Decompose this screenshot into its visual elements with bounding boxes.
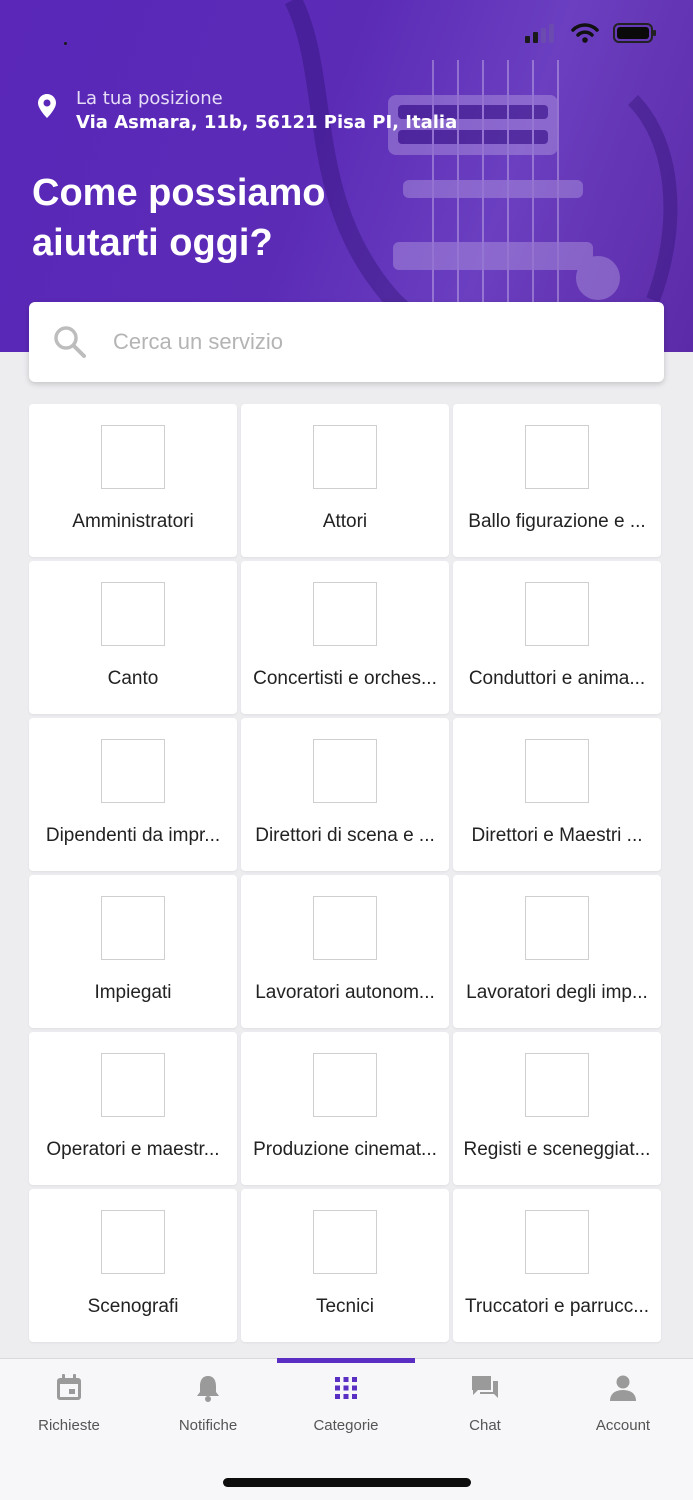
- category-label: Scenografi: [87, 1296, 179, 1317]
- category-card[interactable]: [241, 875, 449, 1028]
- tab-label: Notifiche: [178, 1417, 238, 1434]
- category-card[interactable]: [453, 1189, 661, 1342]
- home-indicator[interactable]: [223, 1478, 471, 1487]
- category-grid: [29, 404, 661, 1342]
- location-label: La tua posizione: [76, 88, 223, 109]
- category-card[interactable]: [453, 875, 661, 1028]
- category-label: Lavoratori autonom...: [255, 982, 435, 1003]
- category-image: [101, 739, 165, 803]
- tab-notifiche[interactable]: [139, 1359, 277, 1459]
- category-label: Truccatori e parrucc...: [464, 1296, 650, 1317]
- category-card[interactable]: [241, 404, 449, 557]
- page-title-line2: aiutarti oggi?: [32, 222, 273, 264]
- location-pin-icon: [38, 94, 56, 118]
- category-label: Attori: [322, 511, 368, 532]
- tab-account[interactable]: [554, 1359, 692, 1459]
- category-image: [525, 739, 589, 803]
- search-icon: [53, 325, 87, 359]
- category-image: [101, 425, 165, 489]
- person-icon: [608, 1373, 638, 1403]
- category-label: Conduttori e anima...: [468, 668, 646, 689]
- category-label: Lavoratori degli imp...: [466, 982, 648, 1003]
- category-card[interactable]: [241, 1032, 449, 1185]
- category-label: Ballo figurazione e ...: [468, 511, 646, 532]
- category-image: [525, 896, 589, 960]
- category-image: [101, 582, 165, 646]
- category-label: Concertisti e orches...: [253, 668, 437, 689]
- category-label: Impiegati: [94, 982, 172, 1003]
- category-label: Operatori e maestr...: [46, 1139, 220, 1160]
- category-image: [101, 1053, 165, 1117]
- battery-icon: [613, 22, 657, 44]
- wifi-icon: [571, 22, 599, 44]
- category-card[interactable]: [29, 1032, 237, 1185]
- tab-categorie[interactable]: [277, 1359, 415, 1459]
- category-image: [313, 1210, 377, 1274]
- tab-label: Chat: [469, 1417, 501, 1434]
- location-block[interactable]: [38, 88, 457, 136]
- category-image: [313, 425, 377, 489]
- location-address: Via Asmara, 11b, 56121 Pisa PI, Italia: [76, 112, 458, 133]
- category-image: [313, 739, 377, 803]
- grid-icon: [331, 1373, 361, 1403]
- tab-label: Categorie: [313, 1417, 379, 1434]
- tab-label: Account: [595, 1417, 651, 1434]
- category-card[interactable]: [241, 718, 449, 871]
- category-label: Direttori di scena e ...: [255, 825, 435, 846]
- tab-label: Richieste: [38, 1417, 100, 1434]
- hero-header: [0, 0, 693, 352]
- category-image: [525, 1210, 589, 1274]
- category-image: [525, 425, 589, 489]
- category-image: [101, 1210, 165, 1274]
- category-card[interactable]: [29, 1189, 237, 1342]
- category-card[interactable]: [453, 1032, 661, 1185]
- calendar-icon: [54, 1373, 84, 1403]
- signal-icon: [525, 23, 557, 43]
- category-label: Direttori e Maestri ...: [471, 825, 643, 846]
- category-card[interactable]: [241, 561, 449, 714]
- category-image: [101, 896, 165, 960]
- bell-icon: [193, 1373, 223, 1403]
- category-image: [525, 582, 589, 646]
- category-card[interactable]: [453, 561, 661, 714]
- category-label: Dipendenti da impr...: [45, 825, 221, 846]
- chat-icon: [470, 1373, 500, 1403]
- category-card[interactable]: [29, 875, 237, 1028]
- category-card[interactable]: [453, 718, 661, 871]
- camera-dot: [64, 42, 67, 45]
- category-label: Tecnici: [315, 1296, 375, 1317]
- category-card[interactable]: [453, 404, 661, 557]
- page-title: [32, 168, 392, 268]
- tab-richieste[interactable]: [0, 1359, 138, 1459]
- search-bar[interactable]: [29, 302, 664, 382]
- category-label: Amministratori: [72, 511, 194, 532]
- search-input[interactable]: [113, 329, 593, 355]
- category-image: [313, 1053, 377, 1117]
- category-image: [525, 1053, 589, 1117]
- tab-chat[interactable]: [416, 1359, 554, 1459]
- category-card[interactable]: [29, 561, 237, 714]
- category-label: Registi e sceneggiat...: [463, 1139, 651, 1160]
- category-image: [313, 582, 377, 646]
- category-label: Produzione cinemat...: [253, 1139, 437, 1160]
- category-card[interactable]: [29, 404, 237, 557]
- category-label: Canto: [107, 668, 159, 689]
- category-card[interactable]: [241, 1189, 449, 1342]
- page-title-line1: Come possiamo: [32, 172, 326, 214]
- status-bar: [525, 22, 657, 44]
- category-card[interactable]: [29, 718, 237, 871]
- category-image: [313, 896, 377, 960]
